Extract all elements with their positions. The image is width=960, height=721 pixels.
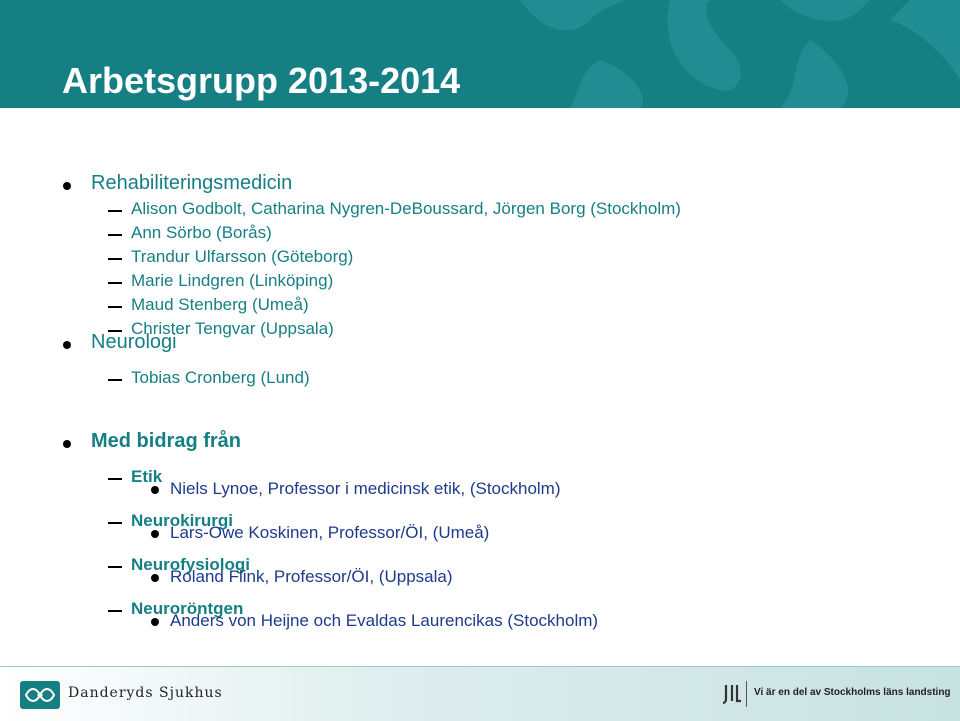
subsection-label: Neurokirurgi (131, 511, 234, 530)
list-item: Tobias Cronberg (Lund) (131, 368, 310, 387)
subsection-label: Neuroröntgen (131, 599, 244, 618)
footer-tagline: Vi är en del av Stockholms läns landsting (754, 687, 951, 698)
contributor-line: Roland Flink, Professor/ÖI, (Uppsala) (170, 567, 453, 586)
list-item: Marie Lindgren (Linköping) (131, 271, 334, 290)
list-item: Alison Godbolt, Catharina Nygren-DeBoussard, Jörgen Borg (Stockholm) (131, 199, 681, 218)
dash-icon (108, 234, 122, 236)
slide-footer (0, 666, 960, 721)
bullet-icon (63, 440, 71, 448)
dash-icon (108, 210, 122, 212)
list-item: Ann Sörbo (Borås) (131, 223, 272, 242)
bullet-icon (151, 486, 159, 494)
list-item: Maud Stenberg (Umeå) (131, 295, 309, 314)
bullet-icon (151, 618, 159, 626)
list-item: Trandur Ulfarsson (Göteborg) (131, 247, 354, 266)
contributor-line: Lars-Owe Koskinen, Professor/ÖI, (Umeå) (170, 523, 490, 542)
dash-icon (108, 522, 122, 524)
bullet-icon (63, 182, 71, 190)
dash-icon (108, 306, 122, 308)
subsection-label: Neurofysiologi (131, 555, 251, 574)
page-title: Arbetsgrupp 2013-2014 (62, 60, 461, 101)
sll-logo-icon (722, 683, 742, 705)
subsection-label: Etik (131, 467, 163, 486)
dash-icon (108, 566, 122, 568)
bullet-icon (151, 530, 159, 538)
dash-icon (108, 282, 122, 284)
contributor-line: Niels Lynoe, Professor i medicinsk etik, (Stockholm) (170, 479, 561, 498)
section-heading-neurologi: Neurologi (91, 331, 177, 353)
list-item: Christer Tengvar (Uppsala) (131, 319, 334, 338)
dash-icon (108, 610, 122, 612)
dash-icon (108, 478, 122, 480)
danderyd-logo-icon (20, 681, 60, 709)
section-heading-contributors: Med bidrag från (91, 430, 242, 452)
dash-icon (108, 379, 122, 381)
section-heading-rehab: Rehabiliteringsmedicin (91, 172, 293, 194)
divider (746, 681, 747, 707)
bullet-icon (151, 574, 159, 582)
contributor-line: Anders von Heijne och Evaldas Laurencikas (Stockholm) (170, 611, 599, 630)
hospital-name: Danderyds Sjukhus (68, 685, 223, 701)
bullet-icon (63, 341, 71, 349)
dash-icon (108, 258, 122, 260)
